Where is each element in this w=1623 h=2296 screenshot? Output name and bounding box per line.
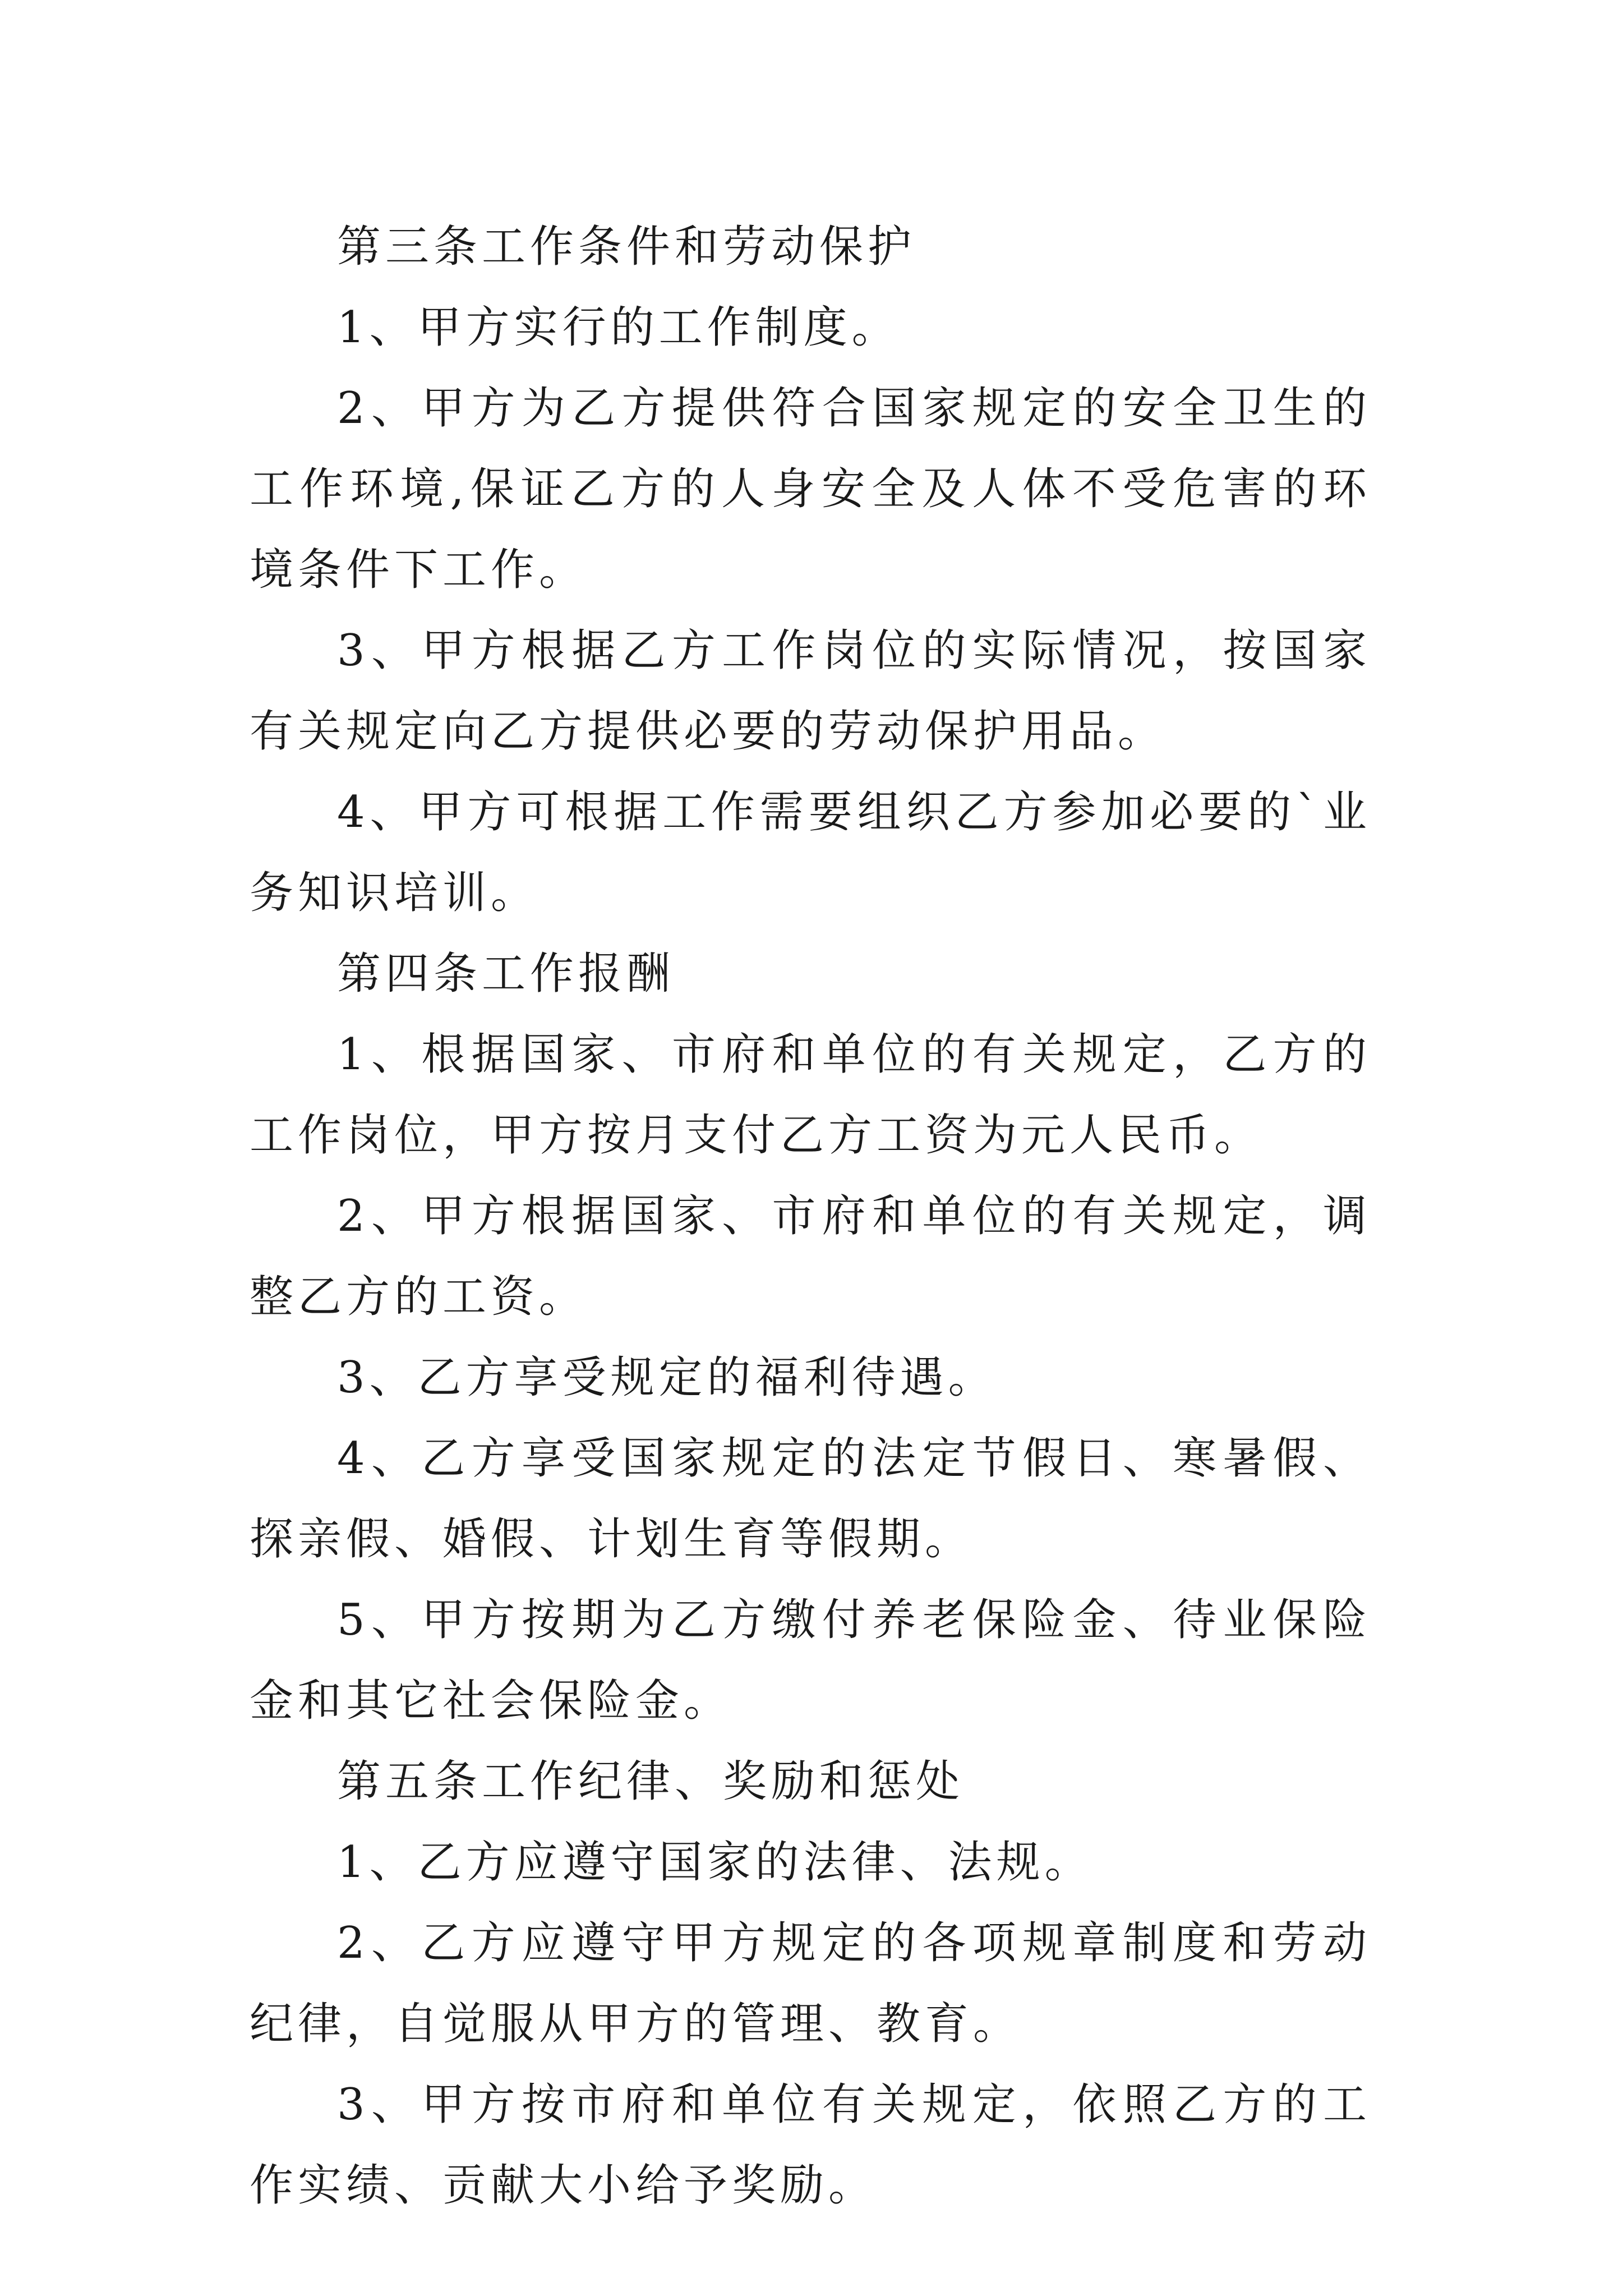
article-4-clause-4: 4、乙方享受国家规定的法定节假日、寒暑假、探亲假、婚假、计划生育等假期。: [250, 1433, 1371, 1565]
article-5-clause-3: 3、甲方按市府和单位有关规定，依照乙方的工作实绩、贡献大小给予奖励。: [250, 2079, 1371, 2211]
article-5-heading: 第五条工作纪律、奖励和惩处: [337, 1756, 965, 1807]
article-3-clause-4: 4、甲方可根据工作需要组织乙方参加必要的`业务知识培训。: [250, 787, 1371, 918]
article-3-clause-3: 3、甲方根据乙方工作岗位的实际情况，按国家有关规定向乙方提供必要的劳动保护用品。: [250, 625, 1371, 757]
article-4-clause-1: 1、根据国家、市府和单位的有关规定，乙方的工作岗位，甲方按月支付乙方工资为元人民币。: [250, 1029, 1371, 1161]
article-5-clause-1: 1、乙方应遵守国家的法律、法规。: [337, 1837, 1093, 1888]
article-4-heading: 第四条工作报酬: [337, 949, 675, 999]
article-3-heading: 第三条工作条件和劳动保护: [337, 222, 916, 272]
article-3-clause-1: 1、甲方实行的工作制度。: [337, 302, 900, 353]
article-4-clause-5: 5、甲方按期为乙方缴付养老保险金、待业保险金和其它社会保险金。: [250, 1595, 1371, 1726]
article-5-clause-2: 2、乙方应遵守甲方规定的各项规章制度和劳动纪律，自觉服从甲方的管理、教育。: [250, 1918, 1371, 2049]
document-body: [250, 206, 1371, 2226]
article-4-clause-3: 3、乙方享受规定的福利待遇。: [337, 1352, 997, 1403]
article-4-clause-2: 2、甲方根据国家、市府和单位的有关规定，调整乙方的工资。: [250, 1191, 1371, 1322]
article-3-clause-2: 2、甲方为乙方提供符合国家规定的安全卫生的工作环境,保证乙方的人身安全及人体不受危害的环境条件下工作。: [250, 383, 1371, 595]
